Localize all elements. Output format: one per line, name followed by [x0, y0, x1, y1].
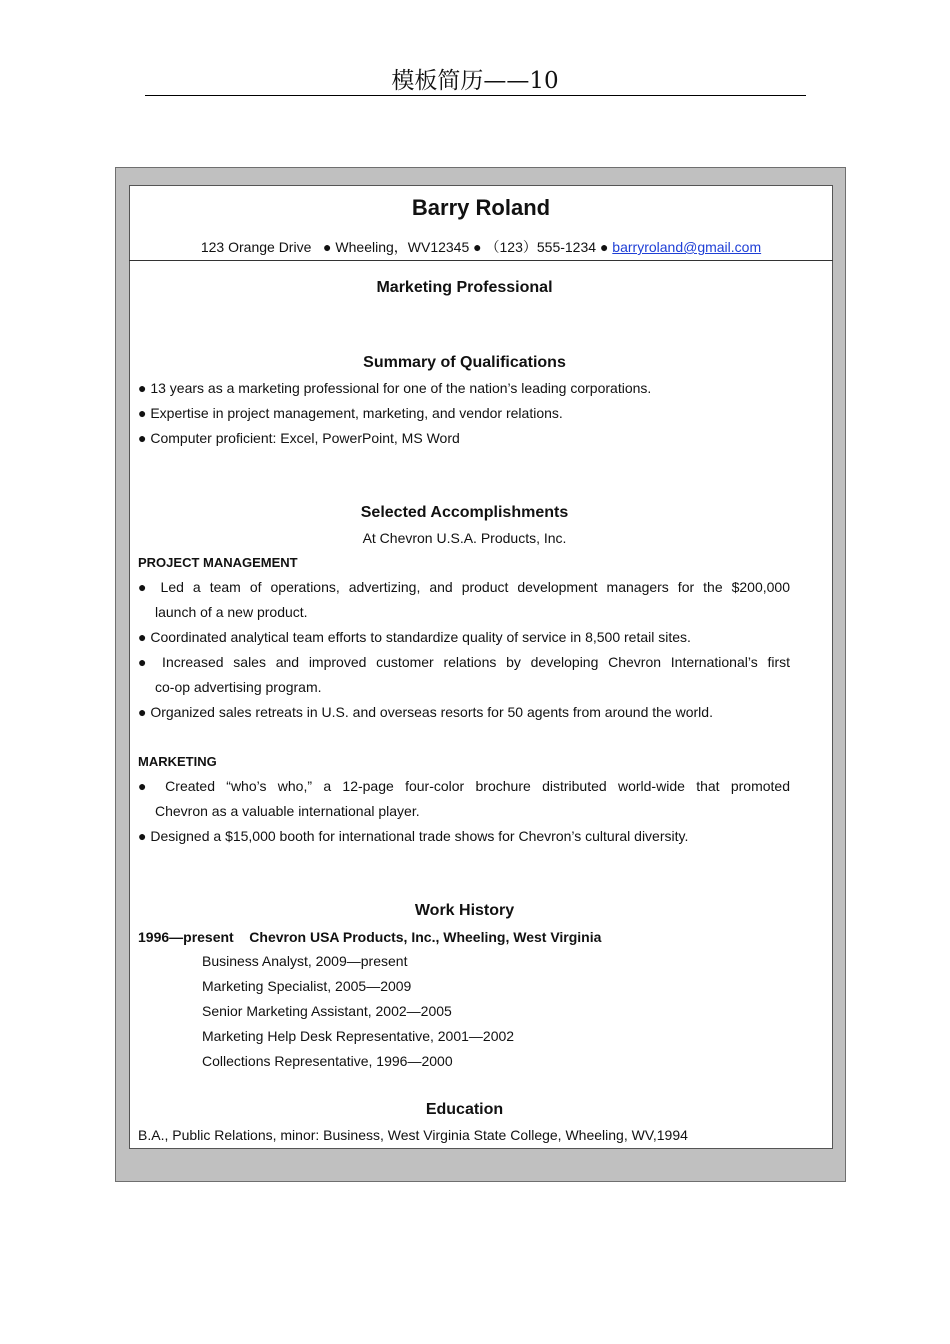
education-detail: B.A., Public Relations, minor: Business, West Virginia State College, Wheeling, WV,1994	[138, 1127, 688, 1143]
bullet-separator: ●	[473, 239, 482, 255]
email-link[interactable]: barryroland@gmail.com	[612, 239, 762, 255]
marketing-heading: MARKETING	[138, 754, 217, 769]
candidate-name: Barry Roland	[411, 195, 551, 220]
title-underline	[145, 95, 806, 96]
address: 123 Orange Drive	[200, 239, 312, 255]
contact-divider	[129, 260, 833, 261]
list-item-continuation: launch of a new product.	[155, 604, 308, 620]
summary-item: ● Computer proficient: Excel, PowerPoint, MS Word	[138, 430, 460, 446]
work-history-heading: Work History	[414, 902, 515, 919]
list-item	[138, 575, 790, 625]
summary-item: ● 13 years as a marketing professional for one of the nation’s leading corporations.	[138, 380, 652, 396]
list-item: ● Coordinated analytical team efforts to standardize quality of service in 8,500 retail sites.	[138, 629, 691, 645]
list-item-continuation: co-op advertising program.	[155, 679, 322, 695]
bullet-separator: ●	[599, 239, 609, 255]
work-history-employer-line	[138, 927, 601, 947]
list-item	[138, 774, 790, 824]
position-item: Marketing Help Desk Representative, 2001—2002	[202, 1028, 515, 1044]
contact-line	[129, 237, 833, 257]
list-item-line: ● Created “who’s who,” a 12-page four-color brochure distributed world-wide that promoted	[138, 778, 790, 794]
objective-title: Marketing Professional	[376, 279, 553, 296]
list-item	[138, 650, 790, 700]
bullet-separator: ●	[323, 239, 332, 255]
list-item-line: ● Increased sales and improved customer relations by developing Chevron International’s first	[138, 654, 790, 670]
list-item-line: ● Led a team of operations, advertizing, and product development managers for the $200,000	[138, 579, 790, 595]
position-item: Marketing Specialist, 2005—2009	[202, 978, 412, 994]
project-management-heading: PROJECT MANAGEMENT	[138, 555, 298, 570]
summary-heading: Summary of Qualifications	[363, 354, 566, 371]
company-line: At Chevron U.S.A. Products, Inc.	[362, 530, 567, 546]
education-heading: Education	[425, 1101, 504, 1118]
phone-number: （123）555-1234	[485, 239, 597, 255]
position-item: Senior Marketing Assistant, 2002—2005	[202, 1003, 452, 1019]
list-item: ● Designed a $15,000 booth for international trade shows for Chevron’s cultural diversity.	[138, 828, 689, 844]
document-title: 模板简历——10	[391, 68, 559, 94]
position-item: Business Analyst, 2009—present	[202, 953, 408, 969]
summary-item: ● Expertise in project management, marketing, and vendor relations.	[138, 405, 563, 421]
accomplishments-heading: Selected Accomplishments	[360, 504, 569, 521]
employer-name: Chevron USA Products, Inc., Wheeling, West Virginia	[249, 929, 602, 945]
position-item: Collections Representative, 1996—2000	[202, 1053, 453, 1069]
city-state-zip: Wheeling，WV12345	[335, 239, 470, 255]
list-item-continuation: Chevron as a valuable international player.	[155, 803, 420, 819]
work-period: 1996—present	[138, 929, 234, 945]
list-item: ● Organized sales retreats in U.S. and overseas resorts for 50 agents from around the world.	[138, 704, 713, 720]
